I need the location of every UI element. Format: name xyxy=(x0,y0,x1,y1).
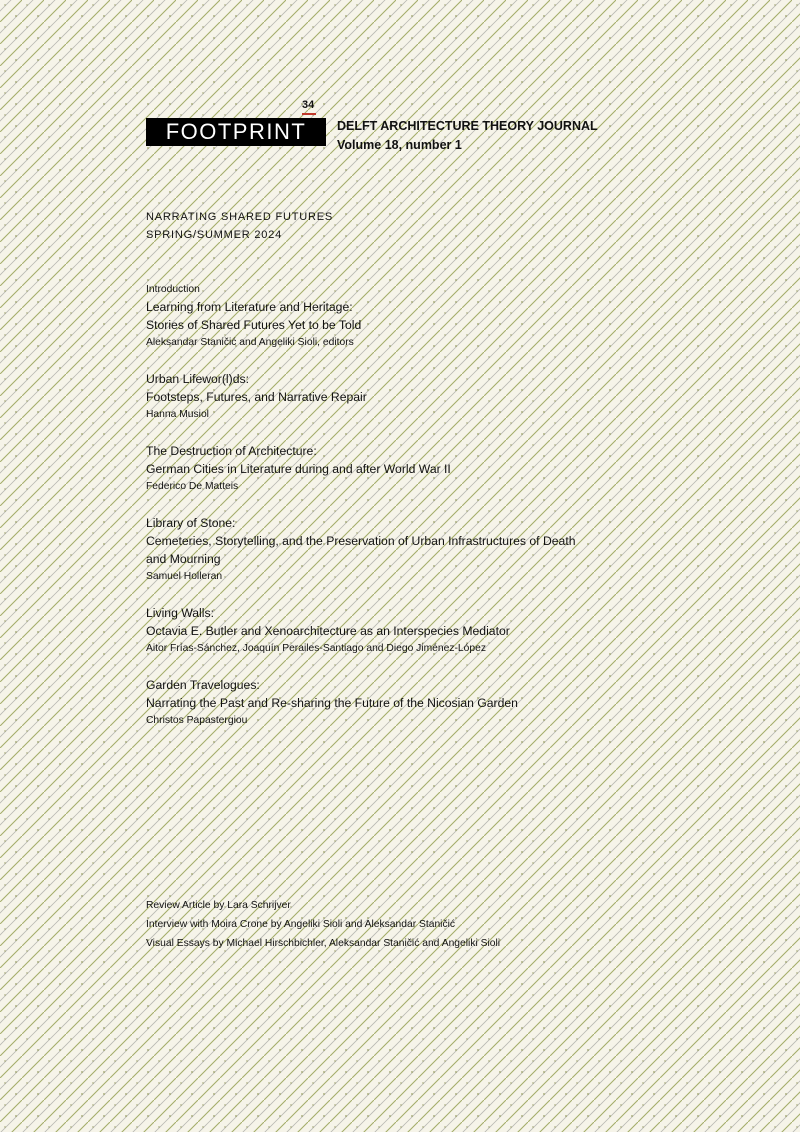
review-article-credit: Review Article by Lara Schrijver xyxy=(146,900,291,911)
introduction-authors: Aleksandar Staničić and Angeliki Sioli, editors xyxy=(146,337,354,348)
introduction-title-line: Learning from Literature and Heritage: xyxy=(146,300,353,314)
article-title-line: Living Walls: xyxy=(146,606,214,620)
footprint-logo: FOOTPRINT xyxy=(146,118,326,146)
article-title-line: Octavia E. Butler and Xenoarchitecture as an Interspecies Mediator xyxy=(146,624,510,638)
article-authors: Aitor Frías-Sánchez, Joaquín Perailes-Santiago and Diego Jiménez-López xyxy=(146,643,486,654)
issue-accent-rule xyxy=(302,113,316,115)
article-title-line: and Mourning xyxy=(146,552,221,566)
table-of-contents xyxy=(146,281,606,748)
issue-theme xyxy=(146,208,333,244)
additional-contents xyxy=(146,896,500,953)
journal-header xyxy=(337,117,598,155)
article-title-line: German Cities in Literature during and after World War II xyxy=(146,462,451,476)
article-title-line: Footsteps, Futures, and Narrative Repair xyxy=(146,390,367,404)
article-title-line: Urban Lifewor(l)ds: xyxy=(146,372,249,386)
interview-credit: Interview with Moira Crone by Angeliki Sioli and Aleksandar Staničić xyxy=(146,919,456,930)
article-authors: Christos Papastergiou xyxy=(146,715,248,726)
issue-number: 34 xyxy=(302,99,315,111)
toc-article xyxy=(146,514,606,585)
article-authors: Samuel Holleran xyxy=(146,571,223,582)
toc-introduction xyxy=(146,281,606,351)
toc-article xyxy=(146,604,606,657)
toc-article xyxy=(146,442,606,495)
introduction-label: Introduction xyxy=(146,284,200,295)
visual-essays-credit: Visual Essays by Michael Hirschbichler, Aleksandar Staničić and Angeliki Sioli xyxy=(146,938,501,949)
theme-season: SPRING/SUMMER 2024 xyxy=(146,229,283,241)
journal-name: DELFT ARCHITECTURE THEORY JOURNAL xyxy=(337,119,598,133)
article-title-line: Cemeteries, Storytelling, and the Preservation of Urban Infrastructures of Death xyxy=(146,534,576,548)
article-title-line: Garden Travelogues: xyxy=(146,678,260,692)
article-authors: Hanna Musiol xyxy=(146,409,209,420)
volume-number: Volume 18, number 1 xyxy=(337,138,462,152)
toc-article xyxy=(146,370,606,423)
article-title-line: Narrating the Past and Re-sharing the Future of the Nicosian Garden xyxy=(146,696,518,710)
article-title-line: The Destruction of Architecture: xyxy=(146,444,317,458)
toc-article xyxy=(146,676,606,729)
article-authors: Federico De Matteis xyxy=(146,481,239,492)
theme-title: NARRATING SHARED FUTURES xyxy=(146,211,334,223)
article-title-line: Library of Stone: xyxy=(146,516,236,530)
introduction-title-line: Stories of Shared Futures Yet to be Told xyxy=(146,318,362,332)
